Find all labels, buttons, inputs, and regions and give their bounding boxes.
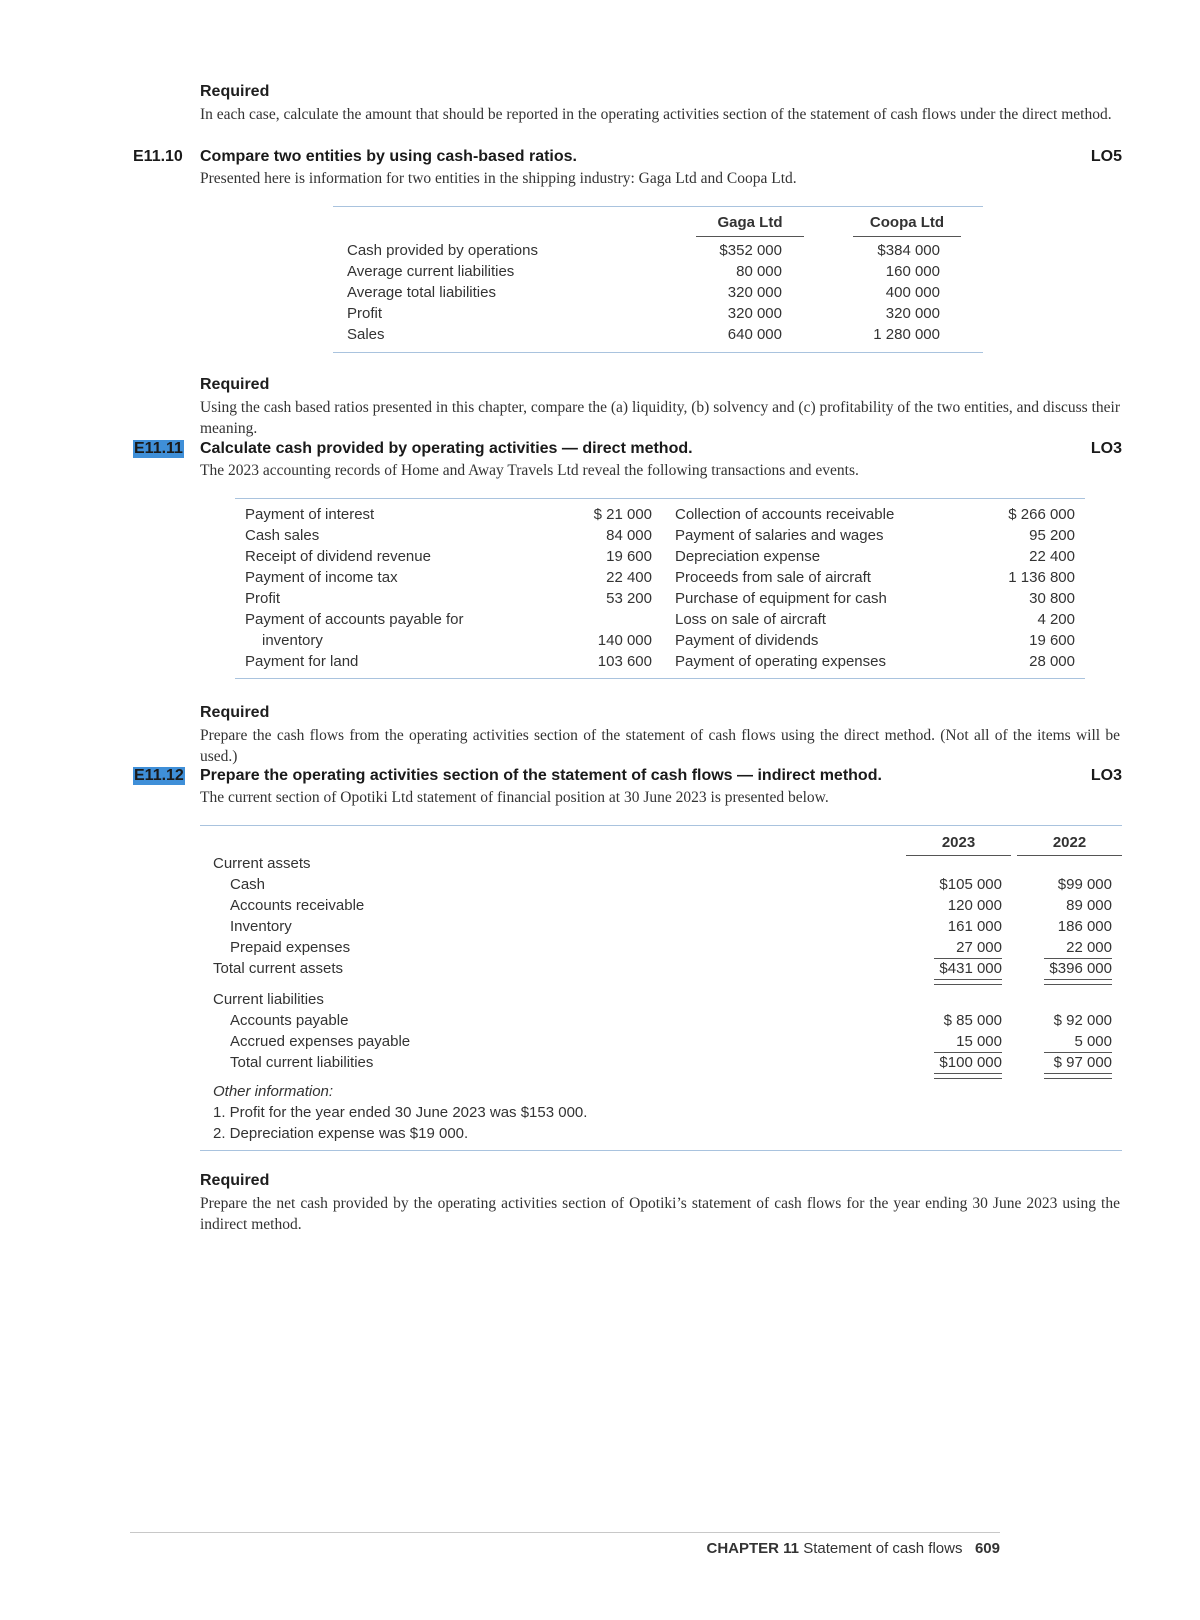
table-bottom-rule	[333, 352, 983, 353]
list-item-value: 28 000	[1029, 653, 1075, 670]
table-top-rule	[333, 206, 983, 207]
table-cell-2022: 89 000	[1066, 897, 1112, 914]
table-cell-2023: 161 000	[947, 918, 1002, 935]
required-heading: Required	[200, 83, 270, 100]
table-cell-2023: 120 000	[947, 897, 1002, 914]
list-item-value: 22 400	[606, 569, 652, 586]
other-information-item: 1. Profit for the year ended 30 June 2023 was $153 000.	[213, 1104, 588, 1121]
list-item-value: 53 200	[606, 590, 652, 607]
required-text: In each case, calculate the amount that should be reported in the operating activities section of the statement of cash flows under the direct method.	[200, 106, 1112, 123]
column-header-2023: 2023	[941, 834, 976, 851]
table-cell-gaga: 320 000	[727, 284, 782, 301]
section-label-current-assets: Current assets	[213, 855, 311, 872]
list-item: Payment of accounts payable for	[245, 611, 464, 628]
exercise-title-e1112: Prepare the operating activities section of the statement of cash flows — indirect method.	[200, 767, 882, 784]
exercise-intro-e1111: The 2023 accounting records of Home and Away Travels Ltd reveal the following transactions and events.	[200, 462, 859, 479]
exercise-intro-e1110: Presented here is information for two entities in the shipping industry: Gaga Ltd and Coopa Ltd.	[200, 170, 797, 187]
list-item-value: 103 600	[597, 653, 652, 670]
table-row-label: Accounts payable	[230, 1012, 349, 1029]
table-cell-2023: $105 000	[939, 876, 1002, 893]
header-underline	[906, 855, 1011, 856]
learning-objective-e1112: LO3	[1090, 767, 1122, 784]
list-item: Payment of dividends	[675, 632, 819, 649]
total-double-underline	[1044, 1073, 1112, 1079]
table-row-label: Inventory	[230, 918, 292, 935]
subtotal-underline	[1044, 958, 1112, 959]
table-cell-coopa: 400 000	[885, 284, 940, 301]
list-item: Loss on sale of aircraft	[675, 611, 826, 628]
exercise-number-e1111: E11.11	[134, 440, 183, 457]
table-row-label: Accounts receivable	[230, 897, 365, 914]
table-cell-coopa: 1 280 000	[873, 326, 940, 343]
column-header-coopa: Coopa Ltd	[869, 214, 945, 231]
column-header-2022: 2022	[1052, 834, 1087, 851]
table-row-label: Profit	[347, 305, 383, 322]
header-underline	[696, 236, 804, 237]
table-row-label: Prepaid expenses	[230, 939, 351, 956]
subtotal-underline	[934, 1052, 1002, 1053]
required-text: Prepare the cash flows from the operating activities section of the statement of cash flows using the direct method. (Not all of the items will be used.)	[200, 727, 1120, 765]
table-cell-coopa: 160 000	[885, 263, 940, 280]
required-text: Using the cash based ratios presented in this chapter, compare the (a) liquidity, (b) solvency and (c) profitability of the two entities, and discuss their meaning.	[200, 399, 1120, 437]
table-cell-coopa: 320 000	[885, 305, 940, 322]
subtotal-underline	[1044, 1052, 1112, 1053]
total-double-underline	[934, 979, 1002, 985]
table-cell-gaga: 640 000	[727, 326, 782, 343]
table-row-label: Cash	[230, 876, 266, 893]
list-item: Payment of interest	[245, 506, 375, 523]
table-row-label: Total current liabilities	[230, 1054, 374, 1071]
table-row-label: Accrued expenses payable	[230, 1033, 411, 1050]
table-top-rule	[200, 825, 1122, 826]
page-number: 609	[974, 1540, 1000, 1557]
list-item: Purchase of equipment for cash	[675, 590, 887, 607]
exercise-title-e1111: Calculate cash provided by operating activities — direct method.	[200, 440, 693, 457]
list-item: Cash sales	[245, 527, 320, 544]
header-underline	[1017, 855, 1122, 856]
list-item-value: 22 400	[1029, 548, 1075, 565]
table-cell-2022: $ 97 000	[1053, 1054, 1112, 1071]
table-cell-2022: $99 000	[1057, 876, 1112, 893]
list-item: Receipt of dividend revenue	[245, 548, 431, 565]
list-item: Payment of salaries and wages	[675, 527, 884, 544]
list-item: Payment for land	[245, 653, 359, 670]
list-item: Collection of accounts receivable	[675, 506, 895, 523]
table-row-label: Average total liabilities	[347, 284, 496, 301]
other-information-label: Other information:	[213, 1083, 334, 1100]
list-item-value: 84 000	[606, 527, 652, 544]
learning-objective-e1110: LO5	[1090, 148, 1122, 165]
footer-chapter: CHAPTER 11	[706, 1540, 800, 1557]
list-item-value: 4 200	[1037, 611, 1075, 628]
column-header-gaga: Gaga Ltd	[717, 214, 783, 231]
other-information-item: 2. Depreciation expense was $19 000.	[213, 1125, 469, 1142]
subtotal-underline	[934, 958, 1002, 959]
table-row-label: Total current assets	[213, 960, 344, 977]
list-item-value: 30 800	[1029, 590, 1075, 607]
list-item-value: 19 600	[606, 548, 652, 565]
footer-rule	[130, 1532, 1000, 1533]
table-top-rule	[235, 498, 1085, 499]
exercise-number-e1112: E11.12	[134, 767, 184, 784]
footer-title: Statement of cash flows	[803, 1540, 963, 1557]
list-item: Profit	[245, 590, 281, 607]
required-heading: Required	[200, 1172, 270, 1189]
total-double-underline	[934, 1073, 1002, 1079]
table-cell-2023: $100 000	[939, 1054, 1002, 1071]
list-item-value: $ 266 000	[1008, 506, 1075, 523]
table-cell-2022: $396 000	[1049, 960, 1112, 977]
list-item: inventory	[262, 632, 323, 649]
table-row-label: Average current liabilities	[347, 263, 515, 280]
table-bottom-rule	[200, 1150, 1122, 1151]
table-cell-2022: 186 000	[1057, 918, 1112, 935]
list-item-value: 95 200	[1029, 527, 1075, 544]
learning-objective-e1111: LO3	[1090, 440, 1122, 457]
table-cell-2022: 5 000	[1074, 1033, 1112, 1050]
table-cell-coopa: $384 000	[877, 242, 940, 259]
required-heading: Required	[200, 376, 270, 393]
list-item: Depreciation expense	[675, 548, 821, 565]
table-cell-2022: $ 92 000	[1053, 1012, 1112, 1029]
table-cell-gaga: 80 000	[736, 263, 782, 280]
required-heading: Required	[200, 704, 270, 721]
table-row-label: Cash provided by operations	[347, 242, 538, 259]
table-cell-2023: 15 000	[956, 1033, 1002, 1050]
table-cell-gaga: $352 000	[719, 242, 782, 259]
exercise-intro-e1112: The current section of Opotiki Ltd statement of financial position at 30 June 2023 is presented below.	[200, 789, 829, 806]
list-item-value: 19 600	[1029, 632, 1075, 649]
exercise-number-e1110: E11.10	[133, 148, 183, 165]
required-text: Prepare the net cash provided by the operating activities section of Opotiki’s statement of cash flows for the year ending 30 June 2023 using the indirect method.	[200, 1195, 1120, 1233]
page-footer	[707, 1540, 1001, 1557]
table-row-label: Sales	[347, 326, 385, 343]
list-item: Proceeds from sale of aircraft	[675, 569, 871, 586]
table-cell-2022: 22 000	[1066, 939, 1112, 956]
table-cell-2023: $431 000	[939, 960, 1002, 977]
total-double-underline	[1044, 979, 1112, 985]
section-label-current-liabilities: Current liabilities	[213, 991, 324, 1008]
list-item: Payment of operating expenses	[675, 653, 886, 670]
list-item: Payment of income tax	[245, 569, 398, 586]
list-item-value: 1 136 800	[1008, 569, 1075, 586]
table-cell-2023: 27 000	[956, 939, 1002, 956]
list-item-value: $ 21 000	[593, 506, 652, 523]
table-cell-gaga: 320 000	[727, 305, 782, 322]
table-cell-2023: $ 85 000	[943, 1012, 1002, 1029]
header-underline	[853, 236, 961, 237]
exercise-title-e1110: Compare two entities by using cash-based ratios.	[200, 148, 577, 165]
table-bottom-rule	[235, 678, 1085, 679]
list-item-value: 140 000	[597, 632, 652, 649]
